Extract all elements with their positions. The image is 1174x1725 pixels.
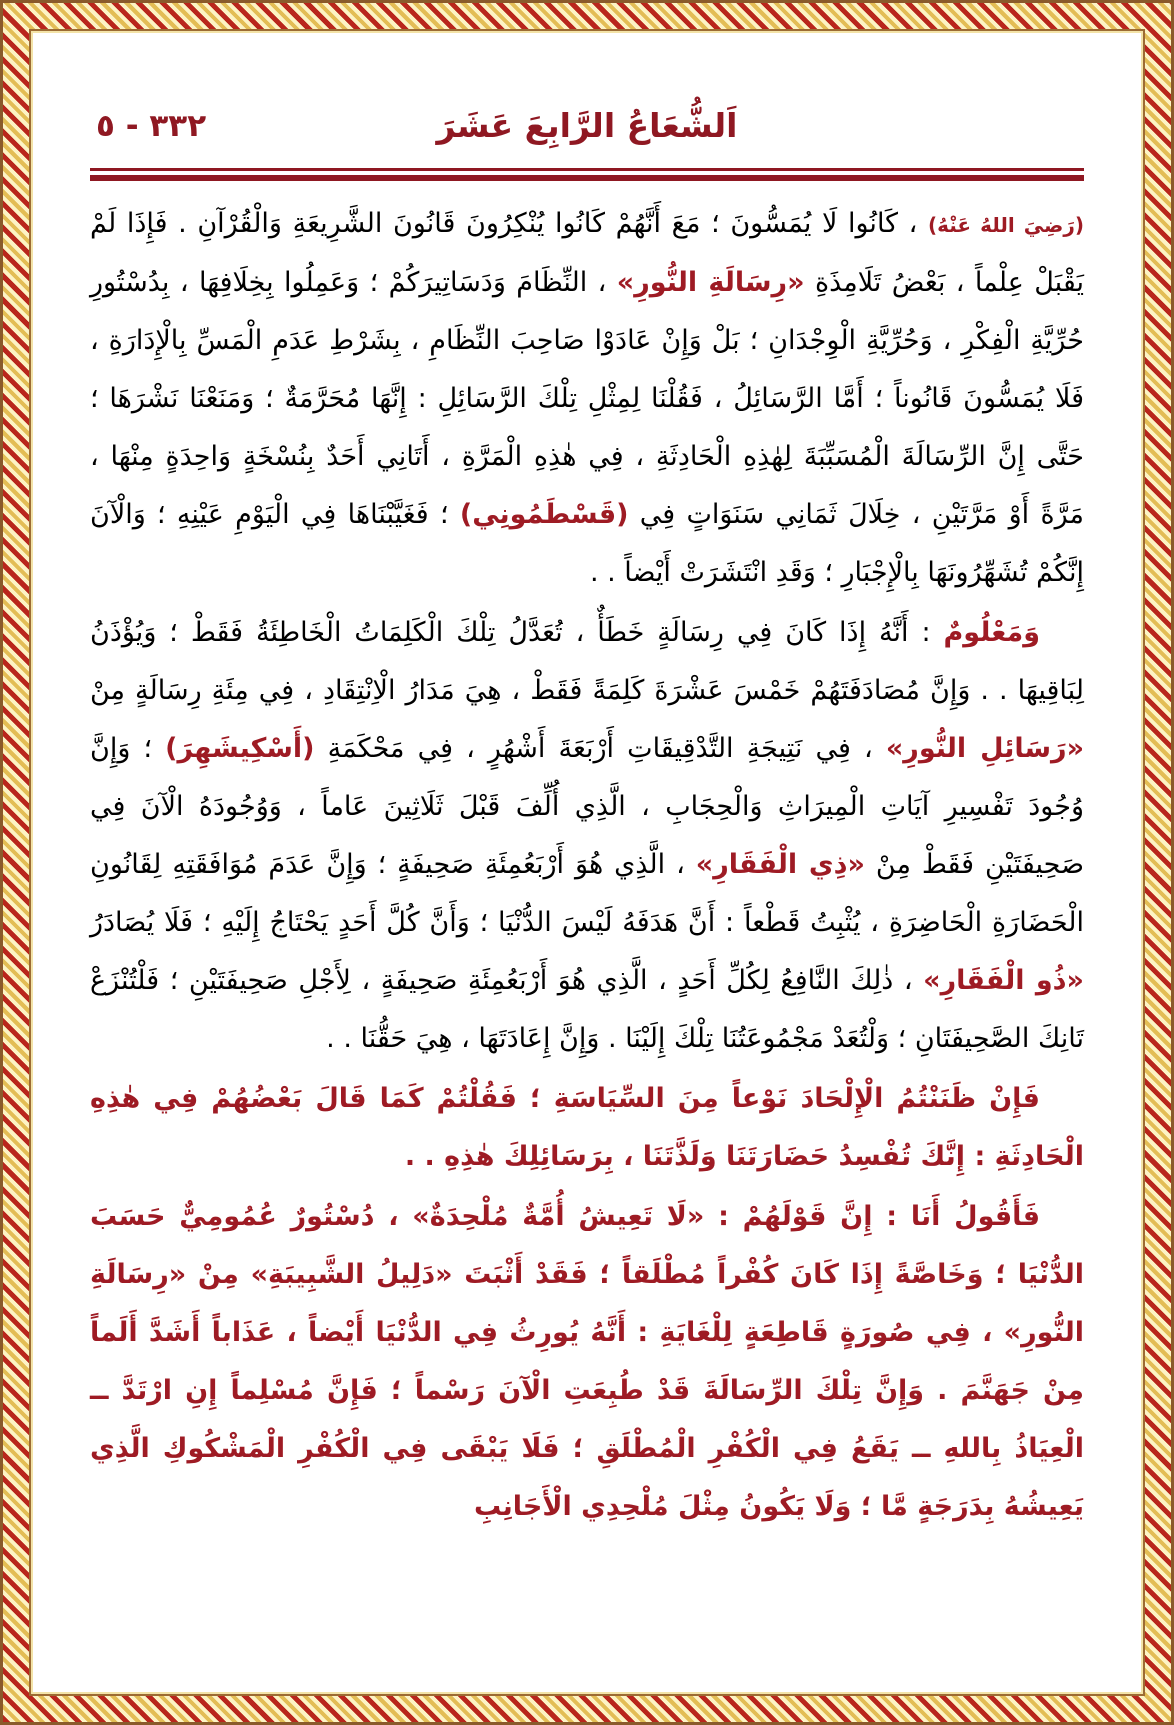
risale-nur-highlight: «رِسَالَةِ النُّورِ» xyxy=(616,267,805,298)
inner-frame xyxy=(29,29,1145,1696)
text-segment: ، الَّذِي هُوَ أَرْبَعُمِئَةِ صَحِيفَةٍ ؛ وَإِنَّ عَدَمَ مُوَافَقَتِهِ لِقَانُونِ الْحَضَارَةِ الْحَاضِرَةِ ، يُثْبِتُ قَطْعاً : أَنَّ هَدَفَهُ لَيْسَ الدُّنْيَا ؛ وَأَنَّ كُلَّ أَحَدٍ يَحْتَاجُ إِلَيْهِ ؛ فَلَا يُصَادَرُ xyxy=(90,849,1084,938)
lead-word-highlight: وَمَعْلُومٌ xyxy=(943,617,1040,648)
kastamonu-highlight: (قَسْطَمُونِي) xyxy=(459,499,629,530)
zulfiqar-highlight: «ذِي الْفَقَارِ» xyxy=(695,849,865,880)
text-segment: ، كَانُوا لَا يُمَسُّونَ ؛ مَعَ أَنَّهُمْ كَانُوا يُنْكِرُونَ قَانُونَ الشَّرِيعَةِ وَالْقُرْآنِ . فَإِذَا لَمْ يَقْبَلْ عِلْماً ، بَعْضُ تَلَامِذَةِ xyxy=(90,208,1084,298)
text-segment: ، ذٰلِكَ النَّافِعُ لِكُلِّ أَحَدٍ ، الَّذِي هُوَ أَرْبَعُمِئَةِ صَحِيفَةٍ ، لِأَجْلِ صَحِيفَتَيْنِ ؛ فَلْتُنْزَعْ تَانِكَ الصَّحِيفَتَانِ ؛ وَلْتُعَدْ مَجْمُوعَتُنَا تِلْكَ إِلَيْنَا . وَإِنَّ إِعَادَتَهَا ، هِيَ حَقُّنَا . . xyxy=(90,965,1084,1054)
page-header xyxy=(90,98,1084,154)
text-segment: : أَنَّهُ إِذَا كَانَ فِي رِسَالَةٍ خَطَأٌ ، تُعَدَّلُ تِلْكَ الْكَلِمَاتُ الْخَاطِئَةُ فَقَطْ ؛ وَيُؤْذَنُ لِبَاقِيهَا . . وَإِنَّ مُصَادَفَتَهُمْ خَمْسَ عَشْرَةَ كَلِمَةً فَقَطْ ، هِيَ مَدَارُ الْاِنْتِقَادِ ، فِي مِئَةِ رِسَالَةٍ مِنْ xyxy=(90,617,1084,706)
paragraph-4 xyxy=(90,1188,1084,1536)
honorific-seal: (رَضِيَ اللهُ عَنْهُ) xyxy=(928,213,1084,237)
text-segment: ؛ فَغَيَّبْنَاهَا فِي الْيَوْمِ عَيْنِهِ ؛ وَالْآنَ إِنَّكُمْ تُشَهِّرُونَهَا بِالْإِجْبَارِ ؛ وَقَدِ انْتَشَرَتْ أَيْضاً . . xyxy=(90,499,1084,588)
page-content xyxy=(60,60,1114,1665)
header-divider xyxy=(90,168,1084,181)
paragraph-2 xyxy=(90,604,1084,1068)
page-number: ٣٣٢ - ٥ xyxy=(96,108,207,144)
paragraph-1 xyxy=(90,195,1084,602)
text-segment: فَأَقُولُ أَنَا : إِنَّ قَوْلَهُمْ : «لَا تَعِيشُ أُمَّةٌ مُلْحِدَةٌ» ، دُسْتُورٌ عُمُومِيٌّ حَسَبَ الدُّنْيَا ؛ وَخَاصَّةً إِذَا كَانَ كُفْراً مُطْلَقاً ؛ فَقَدْ أَثْبَتَ «دَلِيلُ الشَّبِيبَةِ» مِنْ «رِسَالَةِ النُّورِ» ، فِي صُورَةٍ قَاطِعَةٍ لِلْغَايَةِ : أَنَّهُ يُورِثُ فِي الدُّنْيَا أَيْضاً ، عَذَاباً أَشَدَّ أَلَماً مِنْ جَهَنَّمَ . وَإِنَّ تِلْكَ الرِّسَالَةَ قَدْ طُبِعَتِ الْآنَ رَسْماً ؛ فَإِنَّ مُسْلِماً إِنِ ارْتَدَّ ــ الْعِيَاذُ بِاللهِ ــ يَقَعُ فِي الْكُفْرِ الْمُطْلَقِ ؛ فَلَا يَبْقَى فِي الْكُفْرِ الْمَشْكُوكِ الَّذِي يَعِيشُهُ بِدَرَجَةٍ مَّا ؛ وَلَا يَكُونُ مِثْلَ مُلْحِدِي الْأَجَانِبِ xyxy=(90,1201,1084,1522)
paragraph-3 xyxy=(90,1070,1084,1186)
body-text xyxy=(90,195,1084,1536)
text-segment: ، فِي نَتِيجَةِ التَّدْقِيقَاتِ أَرْبَعَةَ أَشْهُرٍ ، فِي مَحْكَمَةِ xyxy=(314,733,886,764)
zulfiqar-highlight: «ذُو الْفَقَارِ» xyxy=(923,965,1084,996)
rasail-nur-highlight: «رَسَائِلِ النُّورِ» xyxy=(885,733,1085,764)
text-segment: ، النِّظَامَ وَدَسَاتِيرَكُمْ ؛ وَعَمِلُوا بِخِلَافِهَا ، بِدُسْتُورِ حُرِّيَّةِ الْفِكْرِ ، وَحُرِّيَّةِ الْوِجْدَانِ ؛ بَلْ وَإِنْ عَادَوْا صَاحِبَ النِّظَامِ ، بِشَرْطِ عَدَمِ الْمَسِّ بِالْإِدَارَةِ ، فَلَا يُمَسُّونَ قَانُوناً ؛ أَمَّا الرَّسَائِلُ ، فَقُلْنَا لِمِثْلِ تِلْكَ الرَّسَائِلِ : إِنَّهَا مُحَرَّمَةٌ ؛ وَمَنَعْنَا نَشْرَهَا ؛ حَتَّى إِنَّ الرِّسَالَةَ الْمُسَبِّبَةَ لِهٰذِهِ الْحَادِثَةِ ، فِي هٰذِهِ الْمَرَّةِ ، أَتَانِي أَحَدٌ بِنُسْخَةٍ وَاحِدَةٍ مِنْهَا ، مَرَّةً أَوْ مَرَّتَيْنِ ، خِلَالَ ثَمَانِي سَنَوَاتٍ فِي xyxy=(90,267,1084,530)
page-title: اَلشُّعَاعُ الرَّابِعَ عَشَرَ xyxy=(436,106,738,145)
eskisehir-highlight: (أَسْكِيشَهِرَ) xyxy=(165,733,315,764)
text-segment: ؛ وَإِنَّ وُجُودَ تَفْسِيرِ آيَاتِ الْمِيرَاثِ وَالْحِجَابِ ، الَّذِي أُلِّفَ قَبْلَ ثَلَاثِينَ عَاماً ، وَوُجُودَهُ الْآنَ فِي صَحِيفَتَيْنِ فَقَطْ مِنْ xyxy=(90,733,1084,880)
text-segment: فَإِنْ ظَنَنْتُمُ الْإِلْحَادَ نَوْعاً مِنَ السِّيَاسَةِ ؛ فَقُلْتُمْ كَمَا قَالَ بَعْضُهُمْ فِي هٰذِهِ الْحَادِثَةِ : إِنَّكَ تُفْسِدُ حَضَارَتَنَا وَلَذَّتَنَا ، بِرَسَائِلِكَ هٰذِهِ . . xyxy=(90,1083,1084,1172)
